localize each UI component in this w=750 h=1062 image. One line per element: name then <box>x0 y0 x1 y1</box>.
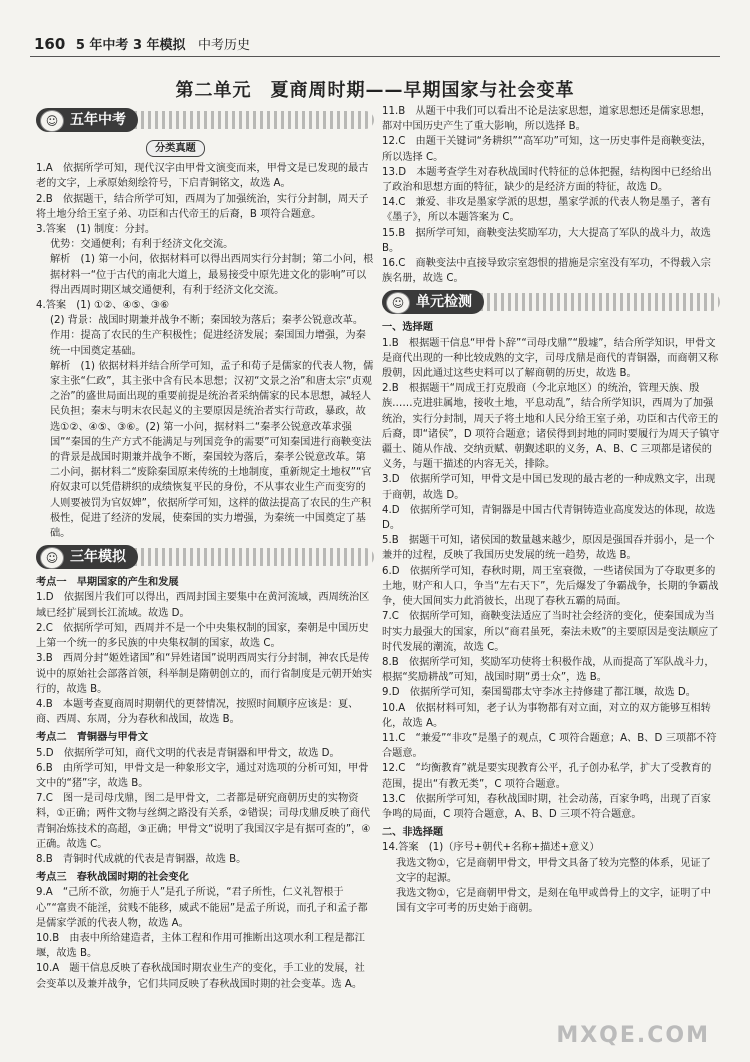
answer-paragraph: 12.C “均衡教育”就是要实现教育公平，孔子创办私学，扩大了受教育的范围，提出“有教无类”，C 项符合题意。 <box>382 763 712 790</box>
section-banner-unit-test <box>382 290 720 314</box>
answer-paragraph: 1.D 依据图片我们可以得出，西周封国主要集中在黄河流域，西周统治区域已经扩展到长江流域。故选 D。 <box>36 592 370 619</box>
answer-paragraph: 3.B 西周分封“姬姓诸国”和“异姓诸国”说明西周实行分封制，神农氏是传说中的原始社会部落首领，科举制是隋朝创立的，而行省制度是元朝开始实行的，故选 B。 <box>36 653 373 695</box>
unit-title: 第二单元 夏商周时期——早期国家与社会变革 <box>175 80 575 101</box>
answer-paragraph: 4.D 依据所学可知，青铜器是中国古代青铜铸造业高度发达的体现，故选 D。 <box>382 504 716 532</box>
answer-paragraph: 7.C 依据所学可知，商鞅变法适应了当时社会经济的变化，使秦国成为当时实力最强大的国家，所以“商君虽死，秦法未败”的主要原因是变法顺应了时代发展的潮流，故选 C。 <box>382 611 719 653</box>
answer-paragraph: 3.答案 (1) 制度：分封。 <box>36 224 156 236</box>
left-column <box>36 104 374 992</box>
subject-label: 中考历史 <box>198 38 251 53</box>
answer-paragraph: 10.A 题干信息反映了春秋战国时期农业生产的变化，手工业的发展，社会变革以及兼并战争，它们共同反映了春秋战国时期的社会变革。选 A。 <box>36 963 365 990</box>
answer-paragraph: 2.B 根据题干“周成王打克殷商（今北京地区）的统治，管理天族、殷族……克进驻属地，接收土地，平息动乱”，结合所学知识，西周为了加强统治，实行分封制，周天子将土地和人民分给王室子弟，功臣和古代帝王的后裔，即“诸侯”，D 项符合题意；诸侯得到封地的同时要履行为周天子镇守疆土、随从作战、交纳贡赋、朝觐述职的义务，A、B、C 三项都是诸侯的义务，与题干描述的内容无关，排除。 <box>382 383 720 471</box>
answer-paragraph: 作用：提高了农民的生产积极性；促进经济发展；秦国国力增强，为秦统一中国奠定基础。 <box>50 330 366 357</box>
answer-paragraph: 9.A “己所不欲，勿施于人”是孔子所说，“君子所性，仁义礼智根于心”“富贵不能淫，贫贱不能移，威武不能屈”是孟子所说，而孔子和孟子都是儒家学派的代表人物，故选 A。 <box>36 887 368 929</box>
answer-paragraph: 13.D 本题考查学生对春秋战国时代特征的总体把握，结构图中已经给出了政治和思想方面的特征，缺少的是经济方面的特征，故选 D。 <box>382 166 712 194</box>
answer-paragraph: 4.B 本题考查夏商周时期朝代的更替情况，按照时间顺序应该是：夏、商、西周、东周，分为春秋和战国，故选 B。 <box>36 698 359 726</box>
banner-label: 三年模拟 <box>36 545 138 569</box>
header-divider <box>30 56 720 57</box>
answer-paragraph: 5.D 依据所学可知，商代文明的代表是青铜器和甲骨文，故选 D。 <box>36 747 340 759</box>
mascot-icon: ☺ <box>40 110 64 132</box>
category-pill: 分类真题 <box>146 140 205 157</box>
answer-paragraph: 13.C 依据所学可知，春秋战国时期，社会动荡，百家争鸣，出现了百家争鸣的局面，C 项符合题意，A、B、D 三项不符合题意。 <box>382 793 711 820</box>
banner-label: 五年中考 <box>36 108 138 132</box>
answer-paragraph: 5.B 据题干可知，诸侯国的数量越来越少，原因是强国吞并弱小，是一个兼并的过程，反映了我国历史发展的统一趋势，故选 B。 <box>382 535 715 562</box>
section-banner-three-year <box>36 545 374 569</box>
answer-paragraph: 我选文物①，它是商朝甲骨文，是刻在龟甲或兽骨上的文字，证明了中国有文字可考的历史始于商朝。 <box>396 887 711 915</box>
answer-paragraph: 15.B 据所学可知，商鞅变法奖励军功，大大提高了军队的战斗力，故选 B。 <box>382 227 711 254</box>
page-header <box>34 34 250 53</box>
answer-paragraph: 9.D 依据所学可知，秦国蜀郡太守李冰主持修建了都江堰，故选 D。 <box>382 687 696 699</box>
banner-label: 单元检测 <box>382 290 484 314</box>
answer-paragraph: 4.答案 (1) ①②、④⑤、③⑥ <box>36 300 170 312</box>
answer-paragraph: 7.C 图一是司母戊鼎，图二是甲骨文，二者都是研究商朝历史的实物资料，①正确；两件文物与丝绸之路没有关系，②错误；司母戊鼎反映了商代青铜冶炼技术的高超，③正确；甲骨文“说明了我国汉字是有据可查的”，④正确。故选 C。 <box>36 793 371 850</box>
answer-paragraph: 11.C “兼爱”“非攻”是墨子的观点，C 项符合题意；A、B、D 三项都不符合题意。 <box>382 732 717 760</box>
watermark: MXQE.COM <box>556 1023 710 1048</box>
answer-paragraph: 2.C 依据所学可知，西周并不是一个中央集权制的国家，秦朝是中国历史上第一个统一的多民族的中央集权制的国家，故选 C。 <box>36 622 369 650</box>
topic-heading: 考点一 早期国家的产生和发展 <box>36 577 179 589</box>
answer-paragraph: 8.B 青铜时代成就的代表是青铜器，故选 B。 <box>36 853 247 865</box>
answer-paragraph: 16.C 商鞅变法中直接导致宗室怨恨的措施是宗室没有军功，不得载入宗族名册，故选 C。 <box>382 258 711 285</box>
section-heading: 一、选择题 <box>382 322 433 334</box>
right-column <box>382 104 720 916</box>
answer-paragraph: 6.D 依据所学可知，春秋时期，周王室衰微，一些诸侯国为了夺取更多的土地，财产和人口，争当“左右天下”，先后爆发了争霸战争，长期的争霸战争，使大国间实力此消彼长，出现了春秋五霸的局面。 <box>382 565 719 608</box>
mascot-icon: ☺ <box>386 292 410 314</box>
answer-paragraph: 12.C 由题干关键词“务耕织”“高军功”可知，这一历史事件是商鞅变法，所以选择 C。 <box>382 136 712 163</box>
section-heading: 二、非选择题 <box>382 827 444 839</box>
answer-paragraph: 11.B 从题干中我们可以看出不论是法家思想，道家思想还是儒家思想，都对中国历史产生了重大影响，所以选择 B。 <box>382 106 711 133</box>
answer-paragraph: 2.B 依据题干，结合所学可知，西周为了加强统治，实行分封制，周天子将土地分给王室子弟、功臣和古代帝王的后裔，B 项符合题意。 <box>36 193 369 220</box>
answer-paragraph: 1.B 根据题干信息“甲骨卜辞”“司母戊鼎”“殷墟”，结合所学知识，甲骨文是商代出现的一种比较成熟的文字，司母戊鼎是商代的青铜器，而商朝又称殷朝，因此通过这些史料可以了解商朝的历史，故选 B。 <box>382 337 719 380</box>
answer-paragraph: 14.C 兼爱、非攻是墨家学派的思想，墨家学派的代表人物是墨子，著有《墨子》，所以本题答案为 C。 <box>382 197 711 224</box>
answer-paragraph: 10.B 由表中所给建造者，主体工程和作用可推断出这项水利工程是都江堰，故选 B。 <box>36 932 365 960</box>
topic-heading: 考点二 青铜器与甲骨文 <box>36 732 149 744</box>
page-number: 160 <box>34 35 66 53</box>
answer-paragraph: 解析 (1) 依据材料并结合所学可知，孟子和荀子是儒家的代表人物，儒家主张“仁政”，其主张中含有民本思想；汉初“文景之治”和唐太宗“贞观之治”的盛世局面出现的重要前提是统治者采纳儒家的民本思想，减轻人民负担；秦末与明末农民起义的主要原因是统治者实行苛政，暴政，故选①②、④⑤、③⑥。(2) 第一小问，据材料二“秦孝公锐意改革求强国”“秦国的生产方式不能满足与列国竞争的需要”可知秦国进行商鞅变法的背景是战国时期兼并战争不断，秦国较为落后，秦孝公锐意改革。第二小问，据材料二“废除秦国原来传统的土地制度，重新规定土地权”“官府奴隶可以凭借耕织的成绩恢复平民的身份，不从事农业生产而变穷的人则要被罚为官奴婢”，依据所学可知，这样的做法提高了农民的生产积极性，促进了经济的发展，使秦国的实力增强，为秦统一中国奠定了基础。 <box>50 360 374 540</box>
answer-paragraph: (2) 背景：战国时期兼并战争不断；秦国较为落后；秦孝公锐意改革。 <box>50 315 364 327</box>
answer-paragraph: 14.答案 (1)（序号+朝代+名称+描述+意义） <box>382 842 600 854</box>
answer-paragraph: 10.A 依据材料可知，老子认为事物都有对立面，对立的双方能够互相转化，故选 A。 <box>382 702 711 729</box>
section-banner-five-year <box>36 108 374 132</box>
answer-paragraph: 优势：交通便利；有利于经济文化交流。 <box>50 239 234 251</box>
answer-paragraph: 3.D 依据所学可知，甲骨文是中国已发现的最古老的一种成熟文字，出现于商朝，故选 D。 <box>382 474 716 501</box>
answer-paragraph: 8.B 依据所学可知，奖励军功使将士积极作战，从而提高了军队战斗力，根据“奖励耕战”可知，战国时期“勇士众”，选 B。 <box>382 656 715 684</box>
answer-paragraph: 解析 (1) 第一小问，依据材料可以得出西周实行分封制；第二小问，根据材料一“位于古代的南北大道上，最易接受中原先进文化的影响”可以得出西周时期区域交通便利，有利于经济文化交流。 <box>50 254 374 296</box>
mascot-icon: ☺ <box>40 547 64 569</box>
answer-paragraph: 6.B 由所学可知，甲骨文是一种象形文字，通过对选项的分析可知，甲骨文中的“猪”字，故选 B。 <box>36 762 369 789</box>
book-title: 5 年中考 3 年模拟 <box>75 38 186 53</box>
answer-paragraph: 1.A 依据所学可知，现代汉字由甲骨文演变而来，甲骨文是已发现的最古老的文字，上承原始刻绘符号，下启青铜铭文，故选 A。 <box>36 163 369 190</box>
topic-heading: 考点三 春秋战国时期的社会变化 <box>36 872 189 884</box>
answer-paragraph: 我选文物①，它是商朝甲骨文，甲骨文具备了较为完整的体系，见证了文字的起源。 <box>396 857 711 884</box>
